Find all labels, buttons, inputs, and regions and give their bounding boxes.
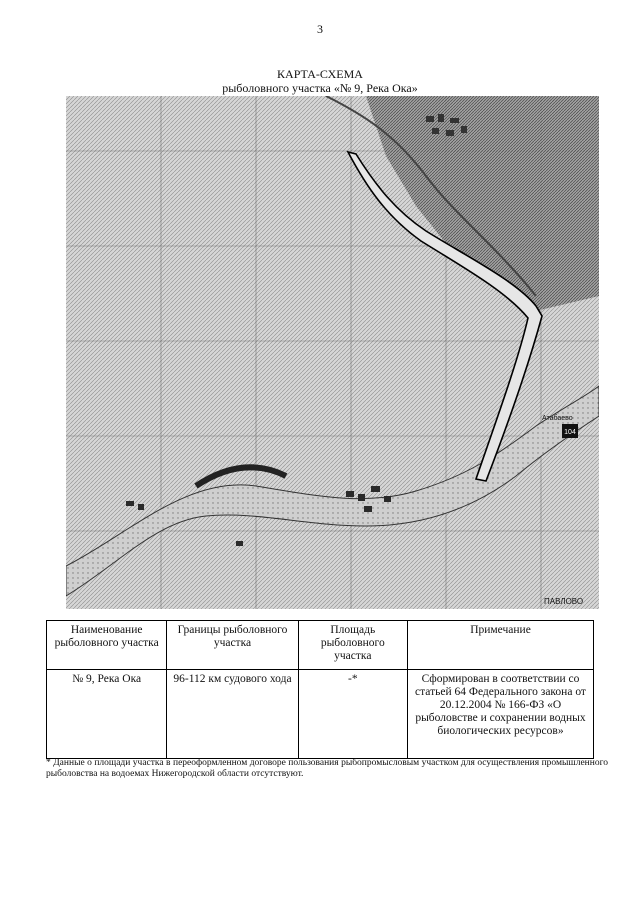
cell-area: -* — [298, 670, 407, 759]
map-title-block — [0, 67, 640, 95]
cell-note: Сформирован в соответствии со статьей 64 Федерального закона от 20.12.2004 № 166-ФЗ «О рыболовстве и сохранении водных биологических ресурсов» — [407, 670, 593, 759]
town-label-east: Атабаево — [542, 415, 573, 422]
fishing-area-table — [46, 620, 594, 759]
fishing-area-map — [66, 96, 599, 609]
header-name: Наименование рыболовного участка — [47, 621, 167, 670]
map-title: КАРТА-СХЕМА — [277, 67, 363, 81]
cell-name: № 9, Река Ока — [47, 670, 167, 759]
header-note: Примечание — [407, 621, 593, 670]
table-row — [47, 670, 594, 759]
header-area: Площадь рыболовного участка — [298, 621, 407, 670]
map-image — [66, 96, 599, 609]
map-subtitle: рыболовного участка «№ 9, Река Ока» — [222, 81, 418, 95]
table-header-row — [47, 621, 594, 670]
town-label-southeast: ПАВЛОВО — [544, 597, 584, 606]
footnote: * Данные о площади участка в переоформленном договоре пользования рыбопромысловым участком для осуществления промышленного рыболовства на водоемах Нижегородской области отсутствуют. — [46, 758, 608, 779]
map-marker-label: 104 — [564, 429, 576, 436]
page-number: 3 — [317, 22, 323, 36]
cell-boundaries: 96-112 км судового хода — [167, 670, 298, 759]
header-boundaries: Границы рыболовного участка — [167, 621, 298, 670]
